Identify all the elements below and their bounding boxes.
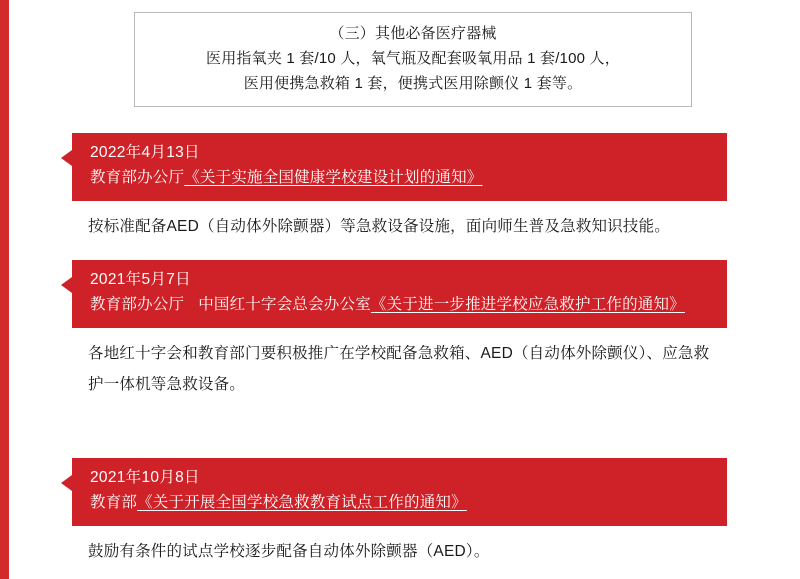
timeline-entry [72, 458, 727, 567]
entry-document-link[interactable]: 《关于实施全国健康学校建设计划的通知》 [184, 169, 483, 186]
entry-org: 教育部办公厅 [90, 296, 185, 313]
note-line-2: 医用指氧夹 1 套/10 人，氧气瓶及配套吸氧用品 1 套/100 人， [206, 50, 620, 67]
entry-org-secondary: 中国红十字会总会办公室 [198, 296, 371, 313]
entry-date: 2022年4月13日 [90, 144, 200, 161]
entry-body: 各地红十字会和教育部门要积极推广在学校配备急救箱、AED（自动体外除颤仪）、应急救护一体机等急救设备。 [88, 345, 710, 393]
entry-org: 教育部 [90, 494, 138, 511]
entry-title [90, 165, 711, 191]
timeline-entry [72, 260, 727, 400]
entry-body: 鼓励有条件的试点学校逐步配备自动体外除颤器（AED）。 [88, 543, 490, 560]
timeline-entry [72, 133, 727, 242]
entry-body: 按标准配备AED（自动体外除颤器）等急救设备设施，面向师生普及急救知识技能。 [88, 218, 670, 235]
entry-banner [72, 458, 727, 526]
note-line-3: 医用便携急救箱 1 套，便携式医用除颤仪 1 套等。 [243, 75, 583, 92]
entry-document-link[interactable]: 《关于进一步推进学校应急救护工作的通知》 [370, 296, 685, 313]
entry-org: 教育部办公厅 [90, 169, 185, 186]
equipment-note-box [134, 12, 692, 107]
note-line-1: （三）其他必备医疗器械 [329, 25, 497, 42]
entry-banner [72, 260, 727, 328]
entry-banner [72, 133, 727, 201]
entry-title [90, 490, 711, 516]
entry-date: 2021年5月7日 [90, 271, 191, 288]
entry-title [90, 292, 711, 318]
entry-document-link[interactable]: 《关于开展全国学校急救教育试点工作的通知》 [137, 494, 467, 511]
entry-date: 2021年10月8日 [90, 469, 200, 486]
